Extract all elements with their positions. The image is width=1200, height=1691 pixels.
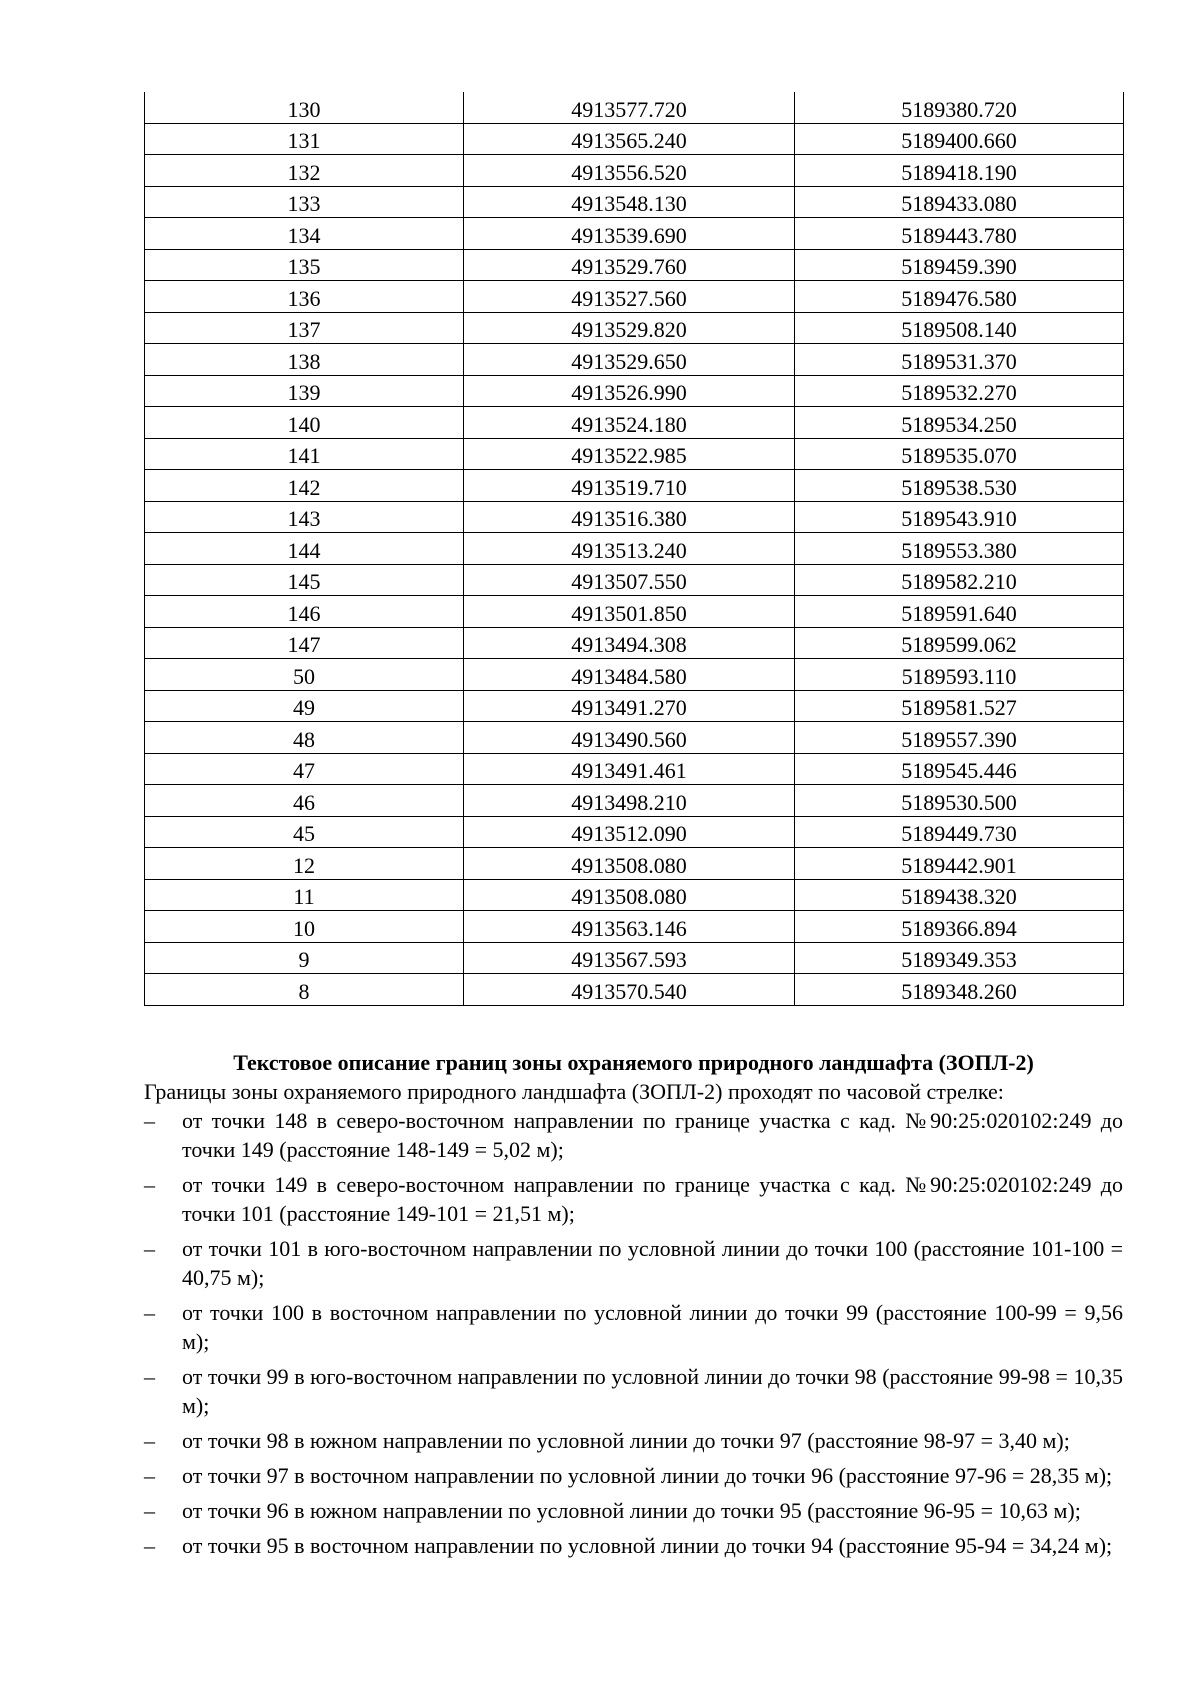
point-number-cell: 9	[145, 942, 464, 974]
point-number-cell: 136	[145, 281, 464, 313]
segment-description: от точки 148 в северо-восточном направлении по границе участка с кад. №90:25:020102:249 до точки 149 (расстояние 148-149 = 5,02 м);	[182, 1108, 1123, 1162]
x-coordinate-cell: 4913565.240	[464, 123, 795, 155]
segment-description: от точки 96 в южном направлении по условной линии до точки 95 (расстояние 96-95 = 10,63 м);	[182, 1498, 1081, 1523]
list-bullet: –	[144, 1236, 155, 1261]
list-bullet: –	[144, 1463, 155, 1488]
table-row	[145, 659, 1124, 691]
segment-description: от точки 98 в южном направлении по условной линии до точки 97 (расстояние 98-97 = 3,40 м);	[182, 1428, 1070, 1453]
x-coordinate-cell: 4913556.520	[464, 155, 795, 187]
list-bullet: –	[144, 1172, 155, 1197]
y-coordinate-cell: 5189449.730	[795, 816, 1124, 848]
y-coordinate-cell: 5189553.380	[795, 533, 1124, 565]
point-number-cell: 49	[145, 690, 464, 722]
x-coordinate-cell: 4913513.240	[464, 533, 795, 565]
x-coordinate-cell: 4913529.760	[464, 249, 795, 281]
y-coordinate-cell: 5189508.140	[795, 312, 1124, 344]
point-number-cell: 131	[145, 123, 464, 155]
x-coordinate-cell: 4913494.308	[464, 627, 795, 659]
x-coordinate-cell: 4913526.990	[464, 375, 795, 407]
y-coordinate-cell: 5189591.640	[795, 596, 1124, 628]
segment-description: от точки 99 в юго-восточном направлении по условной линии до точки 98 (расстояние 99-98 = 10,35 м);	[182, 1364, 1123, 1418]
y-coordinate-cell: 5189443.780	[795, 218, 1124, 250]
table-row	[145, 155, 1124, 187]
point-number-cell: 50	[145, 659, 464, 691]
table-row	[145, 722, 1124, 754]
list-bullet: –	[144, 1108, 155, 1133]
x-coordinate-cell: 4913570.540	[464, 974, 795, 1006]
point-number-cell: 132	[145, 155, 464, 187]
list-item	[144, 1106, 1123, 1164]
y-coordinate-cell: 5189545.446	[795, 753, 1124, 785]
point-number-cell: 46	[145, 785, 464, 817]
point-number-cell: 144	[145, 533, 464, 565]
x-coordinate-cell: 4913516.380	[464, 501, 795, 533]
x-coordinate-cell: 4913490.560	[464, 722, 795, 754]
table-row	[145, 690, 1124, 722]
y-coordinate-cell: 5189593.110	[795, 659, 1124, 691]
segment-description: от точки 149 в северо-восточном направлении по границе участка с кад. №90:25:020102:249 до точки 101 (расстояние 149-101 = 21,51 м);	[182, 1172, 1123, 1226]
list-item	[144, 1298, 1123, 1356]
list-bullet: –	[144, 1364, 155, 1389]
segment-description: от точки 95 в восточном направлении по условной линии до точки 94 (расстояние 95-94 = 34,24 м);	[182, 1533, 1113, 1558]
x-coordinate-cell: 4913501.850	[464, 596, 795, 628]
table-row	[145, 942, 1124, 974]
table-row	[145, 596, 1124, 628]
y-coordinate-cell: 5189530.500	[795, 785, 1124, 817]
list-item	[144, 1170, 1123, 1228]
x-coordinate-cell: 4913529.820	[464, 312, 795, 344]
y-coordinate-cell: 5189534.250	[795, 407, 1124, 439]
x-coordinate-cell: 4913548.130	[464, 186, 795, 218]
table-row	[145, 564, 1124, 596]
point-number-cell: 10	[145, 911, 464, 943]
x-coordinate-cell: 4913524.180	[464, 407, 795, 439]
point-number-cell: 134	[145, 218, 464, 250]
boundary-segment-list	[144, 1106, 1123, 1560]
x-coordinate-cell: 4913539.690	[464, 218, 795, 250]
point-number-cell: 143	[145, 501, 464, 533]
list-item	[144, 1426, 1123, 1455]
x-coordinate-cell: 4913529.650	[464, 344, 795, 376]
point-number-cell: 137	[145, 312, 464, 344]
y-coordinate-cell: 5189531.370	[795, 344, 1124, 376]
y-coordinate-cell: 5189366.894	[795, 911, 1124, 943]
point-number-cell: 139	[145, 375, 464, 407]
y-coordinate-cell: 5189476.580	[795, 281, 1124, 313]
boundary-description	[144, 1048, 1123, 1566]
point-number-cell: 11	[145, 879, 464, 911]
point-number-cell: 8	[145, 974, 464, 1006]
x-coordinate-cell: 4913512.090	[464, 816, 795, 848]
table-row	[145, 92, 1124, 123]
point-number-cell: 140	[145, 407, 464, 439]
y-coordinate-cell: 5189349.353	[795, 942, 1124, 974]
y-coordinate-cell: 5189543.910	[795, 501, 1124, 533]
table-row	[145, 407, 1124, 439]
point-number-cell: 142	[145, 470, 464, 502]
y-coordinate-cell: 5189532.270	[795, 375, 1124, 407]
table-row	[145, 123, 1124, 155]
point-number-cell: 48	[145, 722, 464, 754]
y-coordinate-cell: 5189433.080	[795, 186, 1124, 218]
point-number-cell: 130	[145, 92, 464, 123]
x-coordinate-cell: 4913507.550	[464, 564, 795, 596]
y-coordinate-cell: 5189438.320	[795, 879, 1124, 911]
segment-description: от точки 97 в восточном направлении по условной линии до точки 96 (расстояние 97-96 = 28,35 м);	[182, 1463, 1113, 1488]
list-item	[144, 1461, 1123, 1490]
list-item	[144, 1496, 1123, 1525]
x-coordinate-cell: 4913527.560	[464, 281, 795, 313]
x-coordinate-cell: 4913522.985	[464, 438, 795, 470]
table-row	[145, 879, 1124, 911]
list-bullet: –	[144, 1428, 155, 1453]
table-row	[145, 627, 1124, 659]
table-row	[145, 533, 1124, 565]
x-coordinate-cell: 4913563.146	[464, 911, 795, 943]
x-coordinate-cell: 4913508.080	[464, 848, 795, 880]
table-row	[145, 753, 1124, 785]
y-coordinate-cell: 5189400.660	[795, 123, 1124, 155]
y-coordinate-cell: 5189557.390	[795, 722, 1124, 754]
x-coordinate-cell: 4913567.593	[464, 942, 795, 974]
point-number-cell: 147	[145, 627, 464, 659]
list-item	[144, 1362, 1123, 1420]
table-row	[145, 785, 1124, 817]
point-number-cell: 141	[145, 438, 464, 470]
point-number-cell: 145	[145, 564, 464, 596]
y-coordinate-cell: 5189599.062	[795, 627, 1124, 659]
y-coordinate-cell: 5189348.260	[795, 974, 1124, 1006]
y-coordinate-cell: 5189538.530	[795, 470, 1124, 502]
point-number-cell: 47	[145, 753, 464, 785]
table-row	[145, 249, 1124, 281]
segment-description: от точки 101 в юго-восточном направлении по условной линии до точки 100 (расстояние 101-100 = 40,75 м);	[182, 1236, 1123, 1290]
list-bullet: –	[144, 1498, 155, 1523]
y-coordinate-cell: 5189442.901	[795, 848, 1124, 880]
x-coordinate-cell: 4913519.710	[464, 470, 795, 502]
point-number-cell: 146	[145, 596, 464, 628]
list-bullet: –	[144, 1300, 155, 1325]
y-coordinate-cell: 5189380.720	[795, 92, 1124, 123]
y-coordinate-cell: 5189418.190	[795, 155, 1124, 187]
point-number-cell: 45	[145, 816, 464, 848]
x-coordinate-cell: 4913491.461	[464, 753, 795, 785]
table-row	[145, 911, 1124, 943]
table-row	[145, 344, 1124, 376]
list-bullet: –	[144, 1533, 155, 1558]
y-coordinate-cell: 5189582.210	[795, 564, 1124, 596]
y-coordinate-cell: 5189535.070	[795, 438, 1124, 470]
point-number-cell: 12	[145, 848, 464, 880]
segment-description: от точки 100 в восточном направлении по условной линии до точки 99 (расстояние 100-99 = 9,56 м);	[182, 1300, 1123, 1354]
x-coordinate-cell: 4913491.270	[464, 690, 795, 722]
point-number-cell: 135	[145, 249, 464, 281]
table-row	[145, 848, 1124, 880]
y-coordinate-cell: 5189459.390	[795, 249, 1124, 281]
table-row	[145, 281, 1124, 313]
section-intro: Границы зоны охраняемого природного ландшафта (ЗОПЛ-2) проходят по часовой стрелке:	[144, 1079, 1004, 1104]
table-row	[145, 816, 1124, 848]
table-row	[145, 974, 1124, 1006]
table-row	[145, 312, 1124, 344]
point-number-cell: 138	[145, 344, 464, 376]
table-row	[145, 438, 1124, 470]
coordinates-table	[144, 92, 1124, 1006]
table-row	[145, 375, 1124, 407]
x-coordinate-cell: 4913484.580	[464, 659, 795, 691]
table-row	[145, 218, 1124, 250]
x-coordinate-cell: 4913498.210	[464, 785, 795, 817]
coordinates-table-body	[145, 92, 1124, 1005]
x-coordinate-cell: 4913577.720	[464, 92, 795, 123]
table-row	[145, 186, 1124, 218]
list-item	[144, 1531, 1123, 1560]
list-item	[144, 1234, 1123, 1292]
table-row	[145, 470, 1124, 502]
x-coordinate-cell: 4913508.080	[464, 879, 795, 911]
table-row	[145, 501, 1124, 533]
point-number-cell: 133	[145, 186, 464, 218]
section-title: Текстовое описание границ зоны охраняемого природного ландшафта (ЗОПЛ-2)	[233, 1050, 1034, 1075]
y-coordinate-cell: 5189581.527	[795, 690, 1124, 722]
